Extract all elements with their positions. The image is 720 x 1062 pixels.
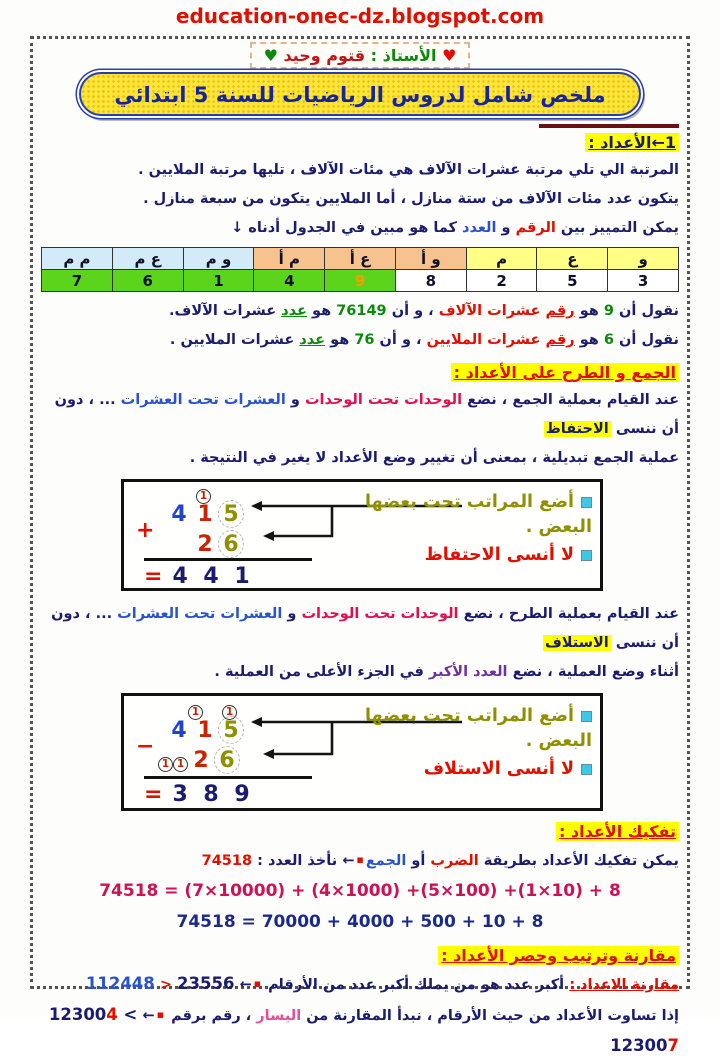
text-run: نقول أن xyxy=(614,332,679,348)
header-cell: م xyxy=(466,248,537,270)
borrow-digit: 1 xyxy=(188,705,203,720)
word-left: اليسار xyxy=(256,1008,302,1024)
borrow-digit: 1 xyxy=(173,757,188,772)
units-phrase: الوحدات تحت الوحدات xyxy=(304,392,463,408)
word-number: العدد xyxy=(462,220,497,236)
operand-row-1 xyxy=(166,500,244,529)
section-numbers xyxy=(41,131,679,355)
digit: 1 xyxy=(197,502,213,527)
left-arrow-icon: ← xyxy=(239,977,252,993)
text-run: يمكن التمييز بين xyxy=(555,220,679,236)
smaller-number: 23556 xyxy=(177,974,235,993)
heading-number: 1 xyxy=(664,133,676,152)
note-dont-forget-carry xyxy=(356,543,592,568)
section-heading-addsub: الجمع و الطرح على الأعداد : xyxy=(451,363,679,382)
site-url-link[interactable]: education-onec-dz.blogspot.com xyxy=(175,4,545,28)
section-decomposition xyxy=(41,820,679,938)
header-cell: ع أ xyxy=(325,248,396,270)
notes-column xyxy=(356,704,592,782)
value-cell: 3 xyxy=(608,270,679,292)
header-cell: ع xyxy=(537,248,608,270)
word-digit: رقم xyxy=(545,303,575,319)
section-heading-decomposition: تفكيك الأعداد : xyxy=(556,822,679,841)
note-dont-forget-borrow xyxy=(356,757,592,782)
value-cell: 2 xyxy=(466,270,537,292)
digit: 4 xyxy=(171,718,187,743)
operand-row-1 xyxy=(166,716,244,745)
note-text: أضع المراتب تحت بعضها البعض . xyxy=(365,706,592,751)
left-arrow-icon: ← xyxy=(342,853,355,869)
paragraph: عملية الجمع تبديلية ، بمعنى أن تغيير وضع الأعداد لا يغير في النتيجة . xyxy=(189,450,679,466)
digit-value: 9 xyxy=(603,303,614,319)
borrow-digit: 1 xyxy=(222,705,237,720)
teacher-name: قتوم وحيد xyxy=(283,46,366,65)
statement-line xyxy=(41,326,679,355)
text-run: عشرات الآلاف xyxy=(438,303,546,319)
paragraph xyxy=(41,600,679,658)
result-line xyxy=(144,776,312,779)
decomposition-equation-multiplicative: 74518 = (7×10000) + (4×1000) +(5×100) +(1×10) + 8 xyxy=(99,881,621,901)
cyan-square-icon xyxy=(581,550,592,561)
bigger-number: 112448 xyxy=(85,974,155,993)
word-count: عدد xyxy=(299,332,326,348)
text-run: ، و أن xyxy=(386,303,439,319)
page-content xyxy=(33,39,687,1055)
section-add-sub xyxy=(41,361,679,811)
text-run: هو xyxy=(574,303,604,319)
paragraph: يتكون عدد مئات الآلاف من ستة منازل ، أما الملايين يتكون من سبعة منازل . xyxy=(143,191,679,207)
paragraph: المرتبة الي تلي مرتبة عشرات الآلاف هي مئات الآلاف ، تليها مرتبة الملايين . xyxy=(138,162,679,178)
heart-icon: ♥ xyxy=(442,46,457,65)
digit-value: 6 xyxy=(603,332,614,348)
number-part: 12300 xyxy=(610,1036,668,1055)
section-comparison xyxy=(41,944,679,1062)
paragraph xyxy=(41,386,679,444)
cyan-square-icon xyxy=(581,764,592,775)
borrow-digit: 1 xyxy=(158,757,173,772)
paragraph xyxy=(41,845,679,876)
cyan-square-icon xyxy=(581,711,592,722)
section-heading-numbers xyxy=(585,133,679,152)
text-run: أثناء وضع العملية ، نضع xyxy=(507,664,679,680)
paragraph xyxy=(41,969,679,1000)
differing-digit: 4 xyxy=(106,1005,118,1024)
text-run: أكبر عدد هو من يملك أكبر عدد من الأرقام xyxy=(263,977,570,993)
page-title: ملخص شامل لدروس الرياضيات للسنة 5 ابتدائي xyxy=(79,72,641,116)
header-cell: م م xyxy=(42,248,113,270)
operand-row-2 xyxy=(192,530,244,559)
number-value: 76149 xyxy=(336,303,387,319)
number-value: 74518 xyxy=(201,853,253,869)
text-run: عشرات الملايين xyxy=(426,332,546,348)
statement-line xyxy=(41,297,679,326)
value-cell: 7 xyxy=(42,270,113,292)
result-value: 4 4 1 xyxy=(172,564,254,589)
place-value-table xyxy=(41,247,679,292)
value-cell-highlighted: 9 xyxy=(325,270,396,292)
red-square-icon: ▪ xyxy=(253,977,262,990)
text-run: نقول أن xyxy=(614,303,679,319)
value-cell: 1 xyxy=(183,270,254,292)
table-header-row xyxy=(42,248,679,270)
text-run: عشرات الآلاف. xyxy=(168,303,282,319)
header-cell: م أ xyxy=(254,248,325,270)
left-arrow-icon: ← xyxy=(651,133,665,152)
carry-digit: 1 xyxy=(196,489,211,504)
paragraph xyxy=(41,1000,679,1062)
word-count: عدد xyxy=(281,303,307,319)
equals-sign: = xyxy=(144,564,163,589)
text-run: هو xyxy=(574,332,604,348)
digit: 4 xyxy=(171,502,187,527)
note-place-values xyxy=(356,490,592,540)
less-than-sign: < xyxy=(117,1005,138,1024)
text-run: و xyxy=(285,392,305,408)
text-run: و xyxy=(496,220,516,236)
text-run: أو xyxy=(406,853,431,869)
plus-sign: + xyxy=(136,518,155,543)
header-cell: و م xyxy=(183,248,254,270)
word-addition: الجمع xyxy=(365,853,407,869)
teacher-label: الأستاذ : xyxy=(370,46,437,65)
value-cell: 5 xyxy=(537,270,608,292)
word-digit: الرقم xyxy=(515,220,556,236)
text-run: يمكن تفكيك الأعداد بطريقة xyxy=(478,853,679,869)
digit: 2 xyxy=(193,748,209,773)
digit-circled: 6 xyxy=(218,530,244,558)
teacher-badge xyxy=(250,42,471,69)
red-square-icon: ▪ xyxy=(156,1008,165,1021)
heading-text: الأعداد : xyxy=(588,133,652,152)
note-text: لا أنسى الاستلاف xyxy=(423,759,574,779)
digit: 2 xyxy=(197,532,213,557)
digit-circled: 5 xyxy=(218,716,244,744)
text-run: ... ، دون أن ننسى xyxy=(51,606,679,651)
digit-circled: 6 xyxy=(214,746,240,774)
greater-than-sign: > xyxy=(154,977,178,993)
tens-phrase: العشرات تحت العشرات xyxy=(120,392,286,408)
left-arrow-icon: ← xyxy=(142,1008,155,1024)
section-divider xyxy=(539,124,679,128)
note-text: لا أنسى الاحتفاظ xyxy=(424,545,574,565)
operand-row-2 xyxy=(158,746,240,775)
text-run: كما هو مبين في الجدول أدناه ↓ xyxy=(231,220,463,236)
word-multiplication: الضرب xyxy=(430,853,479,869)
heart-icon: ♥ xyxy=(263,46,278,65)
value-cell: 6 xyxy=(112,270,183,292)
bigger-number-phrase: العدد الأكبر xyxy=(428,664,508,680)
paragraph xyxy=(41,214,679,243)
decorative-beaded-frame xyxy=(30,36,690,1055)
text-run: إذا تساوت الأعداد من حيث الأرقام ، نبدأ المقارنة من xyxy=(301,1008,679,1024)
text-run: هو xyxy=(306,303,337,319)
result-value: 3 8 9 xyxy=(172,782,254,807)
units-phrase: الوحدات تحت الوحدات xyxy=(301,606,459,622)
decomposition-equation-additive: 74518 = 70000 + 4000 + 500 + 10 + 8 xyxy=(176,912,544,932)
section-heading-comparison: مقارنة وترتيب وحصر الأعداد : xyxy=(438,946,679,965)
highlighted-word-carry: الاحتفاظ xyxy=(545,421,609,437)
cyan-square-icon xyxy=(581,497,592,508)
red-square-icon: ▪ xyxy=(356,853,364,866)
subtraction-example-box xyxy=(121,693,603,811)
comparison-label: مقارنة الاعداد : xyxy=(569,977,679,993)
text-run: ... ، دون أن ننسى xyxy=(54,392,679,437)
text-run: هو xyxy=(325,332,355,348)
value-cell: 4 xyxy=(254,270,325,292)
header-cell: و xyxy=(608,248,679,270)
header-cell: و أ xyxy=(395,248,466,270)
note-text: أضع المراتب تحت بعضها البعض . xyxy=(365,492,592,537)
text-run: نأخذ العدد : xyxy=(252,853,343,869)
number-part: 12300 xyxy=(48,1005,107,1024)
word-digit: رقم xyxy=(545,332,575,348)
result-row xyxy=(144,564,254,589)
digit-circled: 5 xyxy=(218,500,244,528)
paragraph xyxy=(41,658,679,687)
value-cell: 8 xyxy=(395,270,466,292)
equals-sign: = xyxy=(144,782,163,807)
result-line xyxy=(144,558,312,561)
tens-phrase: العشرات تحت العشرات xyxy=(117,606,283,622)
addition-example-box xyxy=(121,479,603,591)
notes-column xyxy=(356,490,592,568)
differing-digit: 7 xyxy=(667,1036,679,1055)
note-place-values xyxy=(356,704,592,754)
result-row xyxy=(144,782,254,807)
header-cell: ع م xyxy=(112,248,183,270)
text-run: عند القيام بعملية الجمع ، نضع xyxy=(462,392,679,408)
highlighted-word-borrow: الاستلاف xyxy=(544,635,609,651)
table-value-row xyxy=(42,270,679,292)
number-value: 76 xyxy=(354,332,375,348)
text-run: في الجزء الأعلى من العملية . xyxy=(214,664,429,680)
text-run: عند القيام بعملية الطرح ، نضع xyxy=(458,606,679,622)
comparison-expression xyxy=(85,974,235,993)
text-run: ، رقم برقم xyxy=(166,1008,257,1024)
digit: 1 xyxy=(197,718,213,743)
minus-sign: − xyxy=(136,734,155,759)
text-run: و xyxy=(282,606,302,622)
text-run: ، و أن xyxy=(374,332,427,348)
text-run: عشرات الملايين . xyxy=(169,332,300,348)
